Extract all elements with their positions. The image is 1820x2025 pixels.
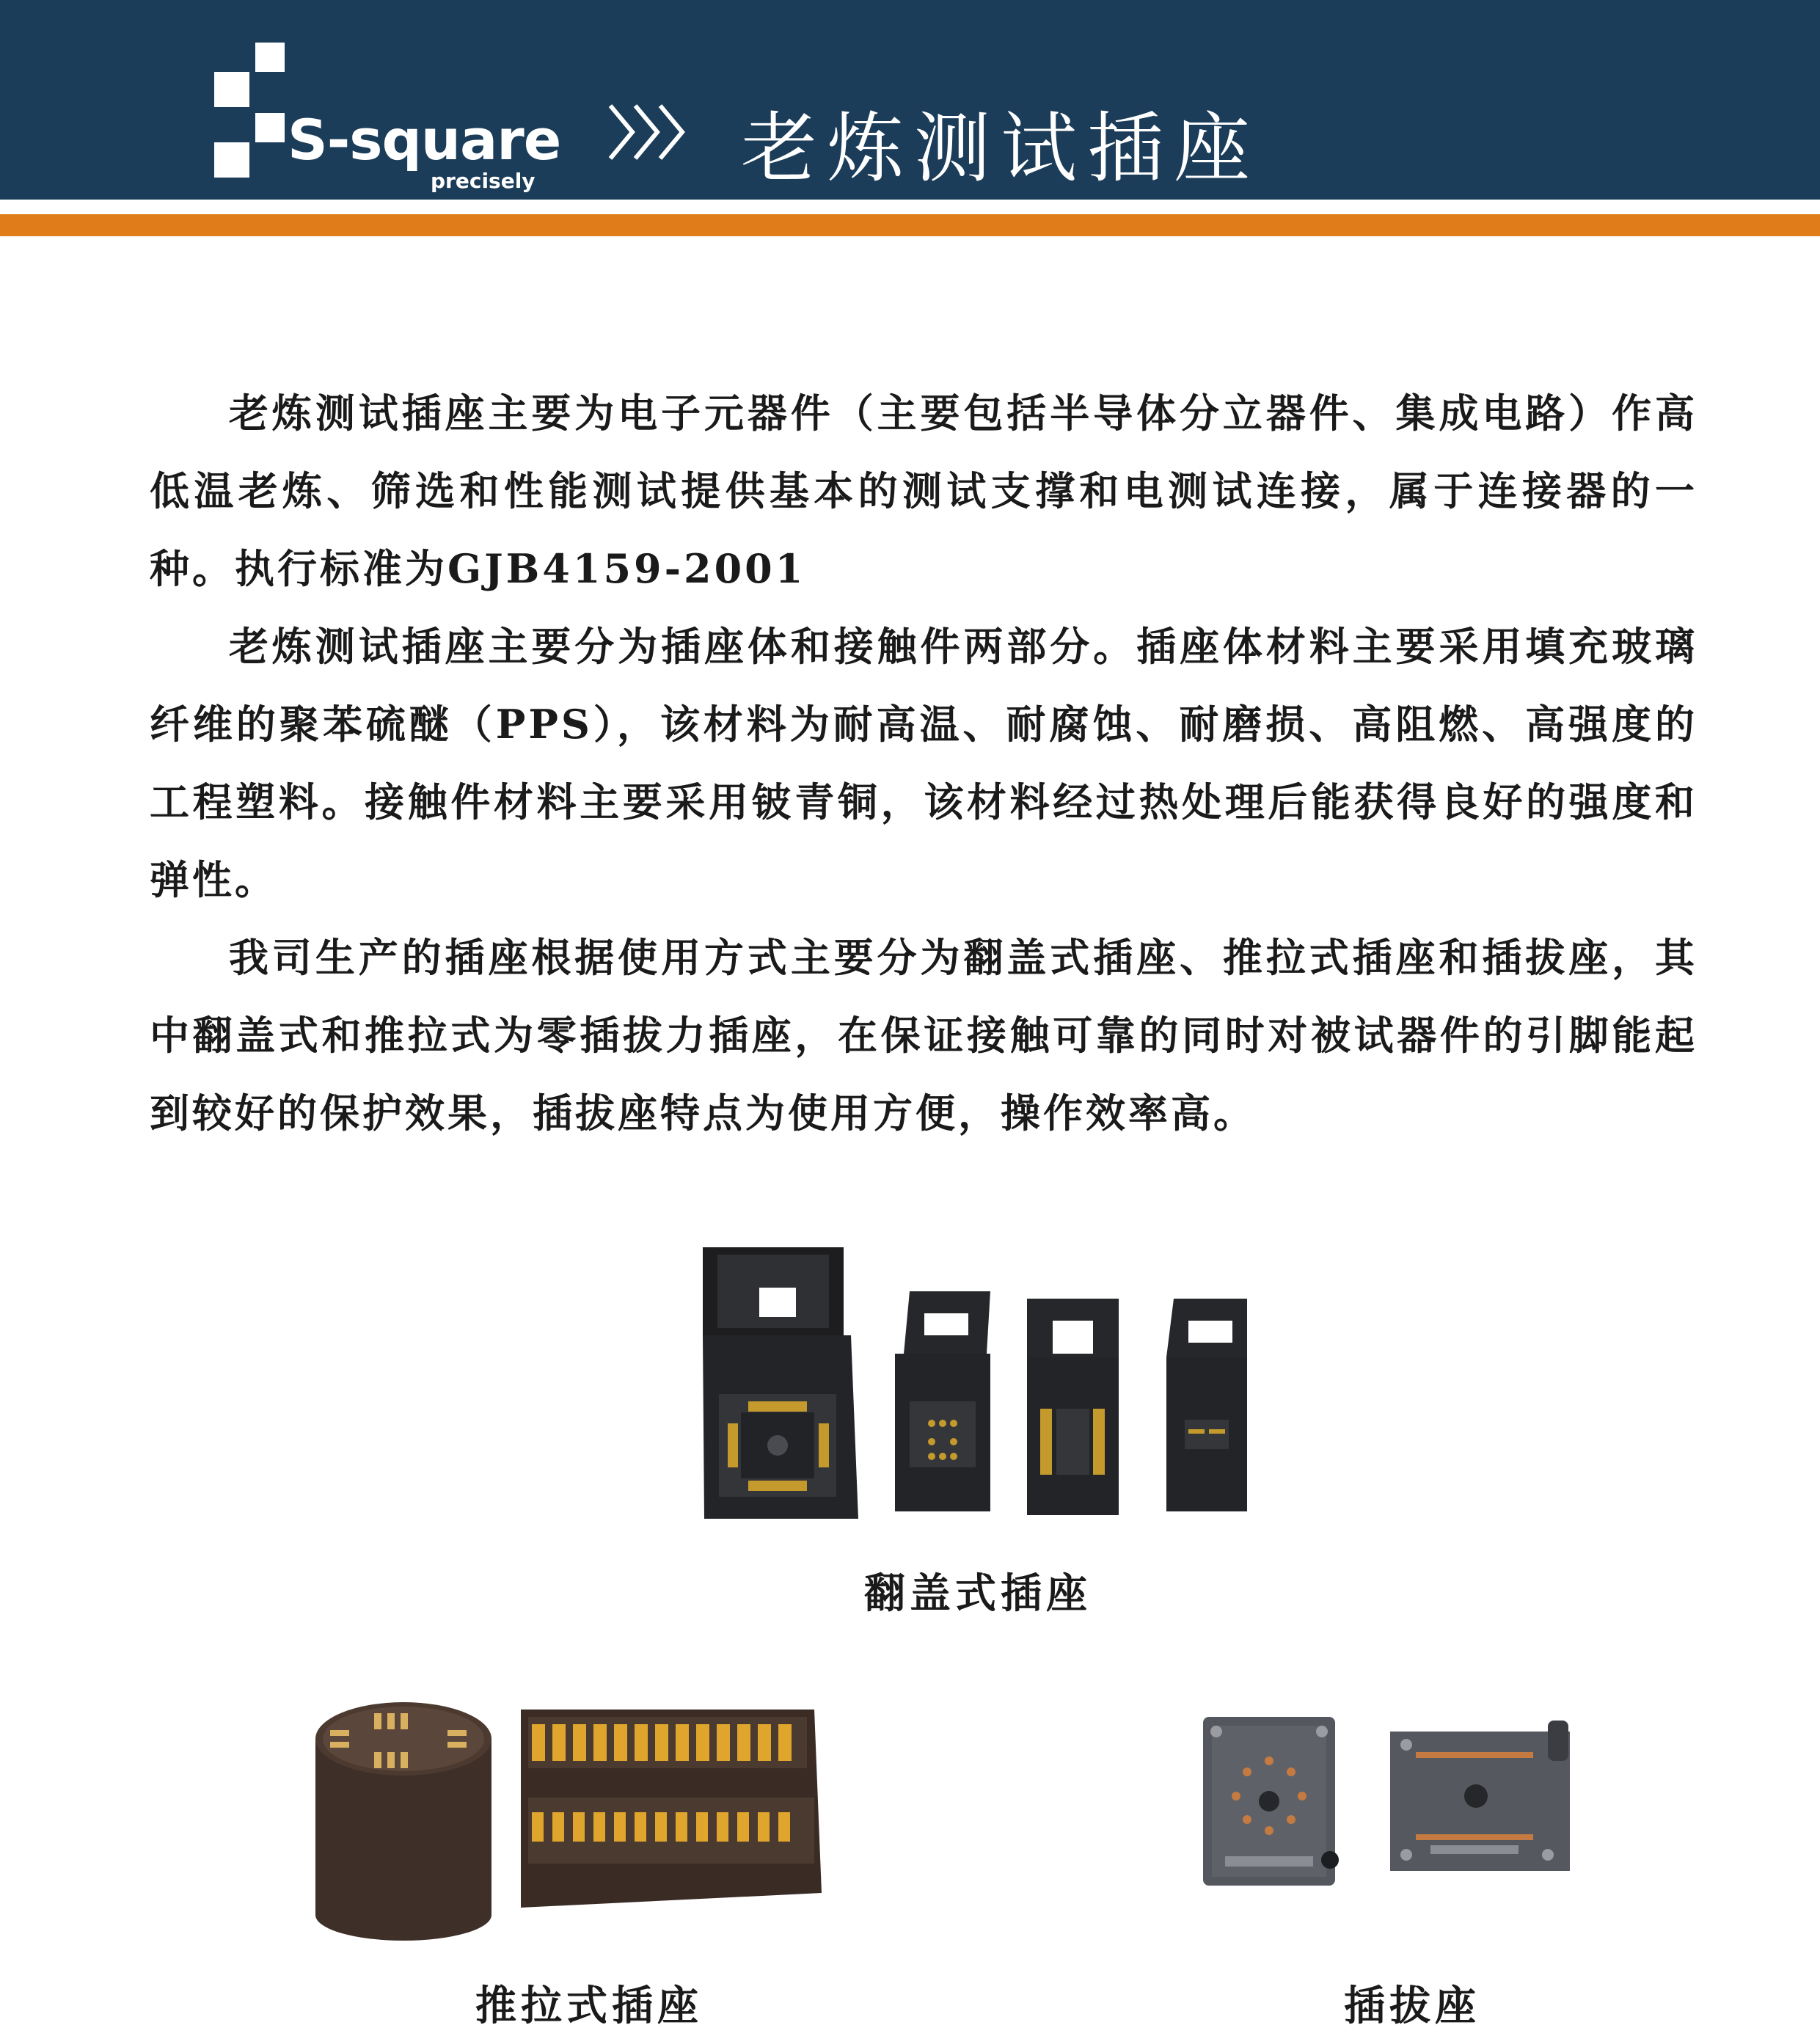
flip-socket-photo (697, 1247, 1254, 1526)
logo-wordmark: S-square (288, 107, 561, 172)
paragraph-3: 我司生产的插座根据使用方式主要分为翻盖式插座、推拉式插座和插拔座，其中翻盖式和推拉式为零插拔力插座，在保证接触可靠的同时对被试器件的引脚能起到较好的保护效果，插拔座特点为使用方便，操作效率高。 (150, 934, 1697, 1136)
push-socket-photo (308, 1688, 822, 1944)
push-socket-caption: 推拉式插座 (475, 1982, 703, 2025)
page-title: 老炼测试插座 (741, 103, 1261, 193)
paragraph-1: 老炼测试插座主要为电子元器件（主要包括半导体分立器件、集成电路）作高低温老炼、筛选和性能测试提供基本的测试支撑和电测试连接，属于连接器的一种。执行标准为GJB4159-2001 (150, 390, 1697, 592)
plug-socket-photo (1196, 1710, 1585, 1893)
s-square-logo (214, 43, 561, 197)
paragraph-2: 老炼测试插座主要分为插座体和接触件两部分。插座体材料主要采用填充玻璃纤维的聚苯硫醚（PPS），该材料为耐高温、耐腐蚀、耐磨损、高阻燃、高强度的工程塑料。接触件材料主要采用铍青铜，该材料经过热处理后能获得良好的强度和弹性。 (150, 623, 1697, 903)
triple-chevron-icon (607, 101, 690, 163)
intro-text (150, 374, 1697, 1152)
plug-socket-caption: 插拔座 (1344, 1982, 1480, 2025)
header-banner (0, 0, 1820, 200)
accent-divider (0, 214, 1820, 236)
logo-tagline: precisely (431, 169, 536, 193)
flip-socket-caption: 翻盖式插座 (864, 1569, 1092, 1618)
